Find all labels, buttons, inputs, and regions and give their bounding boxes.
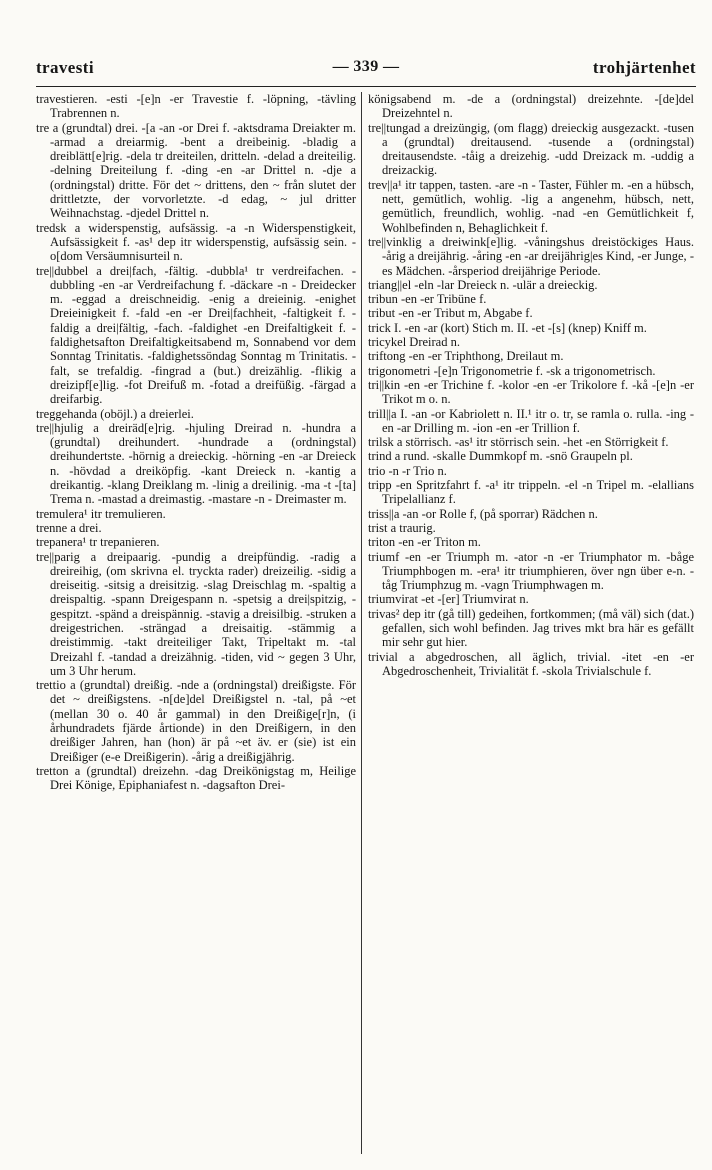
dictionary-columns [36,92,696,1162]
dictionary-entry: trick I. -en -ar (kort) Stich m. II. -et -[s] (knep) Kniff m. [368,320,647,335]
dictionary-entry: triumf -en -er Triumph m. -ator -n -er Triumphator m. -båge Triumphbogen m. -era¹ itr triumphieren, över ngn über e-n. -tåg Triumphzug m. -vagn Triumphwagen m. [368,549,694,593]
dictionary-entry: triton -en -er Triton m. [368,535,481,550]
dictionary-entry: trev||a¹ itr tappen, tasten. -are -n - Taster, Fühler m. -en a hübsch, nett, gemütlich, wohlig. -lig a angenehm, hübsch, nett, gemütlich, freundlich, wohlig. -nad -en Gemütlichkeit f, Wohlbefinden n, Behaglichkeit f. [368,177,694,235]
dictionary-entry: travestieren. -esti -[e]n -er Travestie f. -löpning, -tävling Trabrennen n. [36,92,356,121]
dictionary-entry: trettio a (grundtal) dreißig. -nde a (ordningstal) dreißigste. För det ~ dreißigstens. -n[de]del Dreißigstel n. -tal, på ~et (mellan 30 o. 40 år gammal) in den Dreißige[r]n, (i århundradets fjärde årtionde) in den Dreißigern, in den dreißiger Jahren, han (hon) är på ~et äv. er (sie) ist ein Dreißiger (e-e Dreißigerin). -årig a dreißigjährig. [36,678,356,764]
dictionary-entry: tre||vinklig a dreiwink[e]lig. -våningshus dreistöckiges Haus. -årig a dreijährig. -åring -en -ar dreijährig|es Kind, -er Junge, -es Mädchen. -årsperiod dreijährige Periode. [368,234,694,278]
page-header [36,58,696,82]
dictionary-entry: tre||dubbel a drei|fach, -fältig. -dubbla¹ tr verdreifachen. -dubbling -en -ar Verdreifachung f. -däckare -n - Dreidecker m. -eggad a dreischneidig. -enig a dreieinig. -enighet Dreieinigkeit f. -fald -en -er Drei|fachheit, -faltigkeit f. -faldig a drei|fältig, -fach. -faldighet -en Dreifaltigkeit f. -faldighetsafton Dreifaltigkeitsabend m, Sonnabend vor dem Sonntag Trinitatis. -faldighetssöndag Sonntag m Trinitatis. -falt, se trefaldig. -fingrad a (but.) dreizählig. -flikig a dreizipf[e]lig. -fot Dreifuß m. -fotad a dreifüßig. -färgad a dreifarbig. [36,263,356,407]
dictionary-entry: treggehanda (oböjl.) a dreierlei. [36,406,194,421]
dictionary-entry: triang||el -eln -lar Dreieck n. -ulär a dreieckig. [368,277,598,292]
dictionary-entry: königsabend m. -de a (ordningstal) dreizehnte. -[de]del Dreizehntel n. [368,92,694,121]
dictionary-entry: tre||tungad a dreizüngig, (om flagg) dreieckig ausgezackt. -tusen a (grundtal) dreitausend. -tusende a (ordningstal) dreitausendste. -tåig a dreizehig. -udd Dreizack m. -uddig a dreizackig. [368,120,694,178]
dictionary-entry: tribut -en -er Tribut m, Abgabe f. [368,306,533,321]
dictionary-entry: trind a rund. -skalle Dummkopf m. -snö Graupeln pl. [368,449,633,464]
dictionary-entry: trepanera¹ tr trepanieren. [36,535,160,550]
dictionary-entry: tretton a (grundtal) dreizehn. -dag Dreikönigstag m, Heilige Drei Könige, Epiphaniafest n. -dagsafton Drei- [36,763,356,793]
dictionary-entry: trivial a abgedroschen, all äglich, trivial. -itet -en -er Abgedroschenheit, Trivialität f. -skola Trivialschule f. [368,649,694,678]
dictionary-entry: tre a (grundtal) drei. -[a -an -or Drei f. -aktsdrama Dreiakter m. -armad a dreiarmig. -bent a dreibeinig. -bladig a dreiblätt[e]rig. -dela tr dreiteilen, dritteln. -delad a dreiteilig. -delning Dreiteilung f. -ding -en -ar Drittel n. -dje a (ordningstal) dritte. För det ~ drittens, den ~ från slutet der drittletzte, der vorvorletzte. -d edag, ~ jul dritter Weihnachstag. -djedel Drittel n. [36,120,356,221]
dictionary-entry: tri||kin -en -er Trichine f. -kolor -en -er Trikolore f. -kå -[e]n -er Trikot m o. n. [368,377,694,407]
dictionary-entry: tricykel Dreirad n. [368,335,460,350]
dictionary-entry: triss||a -an -or Rolle f, (på sporrar) Rädchen n. [368,506,598,521]
page-number: — 339 — [332,58,400,75]
header-last-word: trohjärtenhet [592,58,696,77]
column-divider [361,92,362,1154]
left-column [36,92,356,1162]
dictionary-entry: tredsk a widerspenstig, aufsässig. -a -n Widerspenstigkeit, Aufsässigkeit f. -as¹ dep itr widerspenstig, aufsässig sein. -o[dom Versäumnisurteil n. [36,220,356,264]
dictionary-entry: trilsk a störrisch. -as¹ itr störrisch sein. -het -en Störrigkeit f. [368,435,669,450]
dictionary-entry: tribun -en -er Tribüne f. [368,292,487,307]
dictionary-entry: trio -n -r Trio n. [368,463,447,478]
dictionary-entry: tripp -en Spritzfahrt f. -a¹ itr trippeln. -el -n Tripel m. -elallians Tripelallianz f. [368,478,694,507]
dictionary-entry: tremulera¹ itr tremulieren. [36,506,166,521]
right-column [368,92,694,1162]
dictionary-entry: trenne a drei. [36,520,102,535]
dictionary-entry: tre||hjulig a dreiräd[e]rig. -hjuling Dreirad n. -hundra a (grundtal) dreihundert. -hundrade a (ordningstal) dreihundertste. -hörnig a dreieckig. -hörning -en -ar Dreieck n. -hövdad a dreiköpfig. -kant Dreieck n. -kantig a dreikantig. -klang Dreiklang m. -linig a dreilinig. -ma -t -[ta] Trema n. -mastad a dreimastig. -mastare -n - Dreimaster m. [36,420,356,507]
dictionary-entry: trill||a I. -an -or Kabriolett n. II.¹ itr o. tr, se ramla o. rulla. -ing -en -ar Drilling m. -ion -en -er Trillion f. [368,406,694,435]
dictionary-entry: triumvirat -et -[er] Triumvirat n. [368,592,529,607]
header-first-word: travesti [36,58,94,77]
dictionary-entry: triftong -en -er Triphthong, Dreilaut m. [368,349,564,364]
header-rule [36,86,696,87]
dictionary-entry: tre||parig a dreipaarig. -pundig a dreipfündig. -radig a dreireihig, (om skrivna el. tryckta rader) dreizeilig. -sidig a dreiseitig. -sitsig a dreisitzig. -slag Dreischlag m. -spaltig a dreispaltig. -spann Dreigespann n. -spetsig a drei|spitzig, -gespitzt. -spänd a dreispännig. -stavig a dreisilbig. -struken a dreigestrichen. -strängad a dreisaitig. -stämmig a dreistimmig. -takt dreiteiliger Takt, Tripeltakt m. -tal Dreizahl f. -tandad a dreizähnig. -tiden, vid ~ gegen 3 Uhr, um 3 Uhr herum. [36,549,356,678]
dictionary-entry: trist a traurig. [368,520,436,535]
dictionary-entry: trivas² dep itr (gå till) gedeihen, fortkommen; (må väl) sich (dat.) gefallen, sich wohl befinden. Jag trives mkt bra här es gefällt mir sehr gut hier. [368,606,694,650]
dictionary-entry: trigonometri -[e]n Trigonometrie f. -sk a trigonometrisch. [368,363,656,378]
